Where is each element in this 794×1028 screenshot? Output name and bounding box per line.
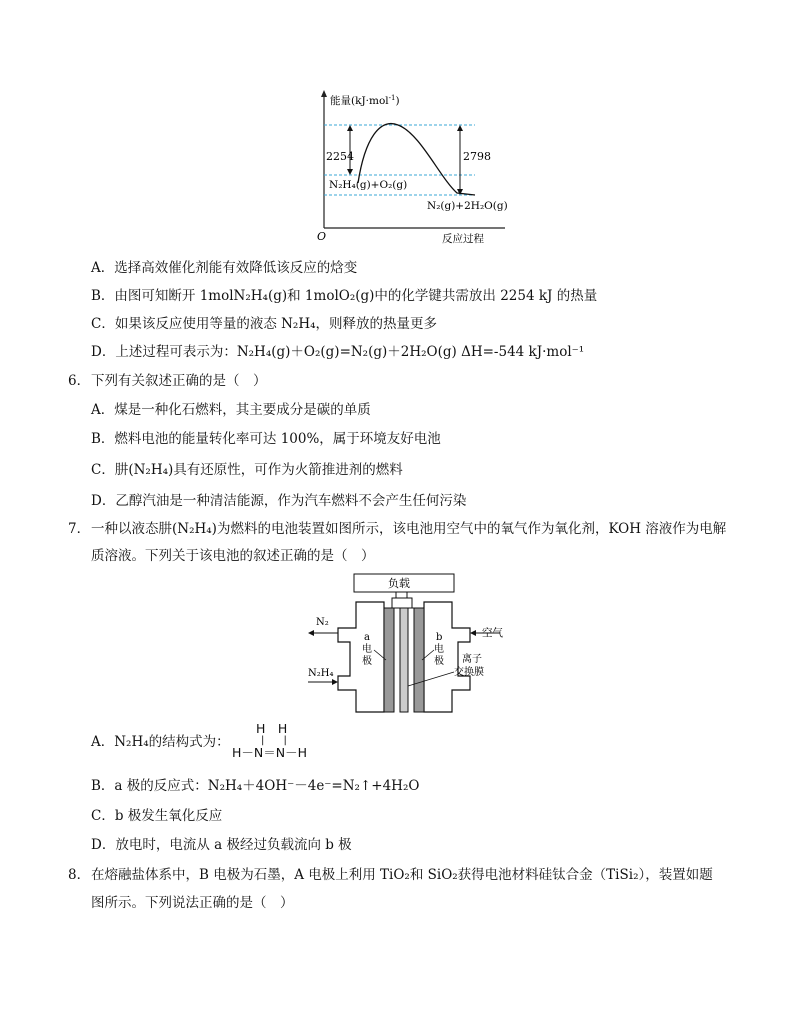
- value-2798: 2798: [463, 150, 491, 163]
- electrode-a-char3: 极: [362, 656, 372, 667]
- q6-option-d: D．乙醇汽油是一种清洁能源，作为汽车燃料不会产生任何污染: [91, 493, 467, 509]
- membrane-label-1: 离子: [462, 654, 482, 665]
- value-2254: 2254: [326, 150, 354, 163]
- q7-number: 7．: [68, 521, 91, 537]
- q6-option-b: B．燃料电池的能量转化率可达 100%，属于环境友好电池: [91, 431, 441, 447]
- electrode-a-char: a: [364, 632, 370, 643]
- n2h4-structural-formula: H H | | H－N＝N－H: [232, 721, 308, 760]
- x-axis-label: 反应过程: [442, 233, 484, 245]
- electrode-b-char2: 电: [434, 644, 444, 655]
- q7-stem-line2: 质溶液。下列关于该电池的叙述正确的是（ ）: [91, 548, 375, 564]
- q6-number: 6．: [68, 373, 91, 389]
- q7-option-d: D．放电时，电流从 a 极经过负载流向 b 极: [91, 837, 352, 853]
- q7-option-b: B．a 极的反应式：N₂H₄＋4OH⁻－4e⁻=N₂↑+4H₂O: [91, 778, 420, 794]
- q5-option-a: A．选择高效催化剂能有效降低该反应的焓变: [91, 260, 358, 276]
- electrode-a-char2: 电: [362, 644, 372, 655]
- air-label: 空气: [482, 627, 503, 639]
- q8-stem-line2: 图所示。下列说法正确的是（ ）: [91, 895, 294, 911]
- n2h4-label: N₂H₄: [308, 668, 334, 679]
- membrane-label-2: 交换膜: [454, 667, 484, 678]
- q7-stem-line1: 一种以液态肼(N₂H₄)为燃料的电池装置如图所示，该电池用空气中的氧气作为氧化剂，KOH 溶液作为电解: [91, 521, 727, 537]
- q6-option-c: C．肼(N₂H₄)具有还原性，可作为火箭推进剂的燃料: [91, 462, 403, 478]
- q5-option-b: B．由图可知断开 1molN₂H₄(g)和 1molO₂(g)中的化学键共需放出 2254 kJ 的热量: [91, 288, 598, 304]
- structure-row-1: H H: [256, 721, 288, 736]
- q5-option-c: C．如果该反应使用等量的液态 N₂H₄，则释放的热量更多: [91, 316, 438, 332]
- load-label: 负载: [388, 577, 410, 590]
- q7-option-c: C．b 极发生氧化反应: [91, 808, 223, 824]
- fuel-cell-diagram: [304, 572, 514, 722]
- reactants-label: N₂H₄(g)+O₂(g): [329, 179, 408, 191]
- electrode-b-char3: 极: [434, 656, 444, 667]
- n2-label: N₂: [316, 617, 329, 628]
- q6-option-a: A．煤是一种化石燃料，其主要成分是碳的单质: [91, 402, 371, 418]
- electrode-b-char: b: [436, 632, 443, 643]
- origin-label: O: [317, 230, 327, 243]
- q5-option-d: D．上述过程可表示为：N₂H₄(g)＋O₂(g)=N₂(g)＋2H₂O(g) ΔH=-544 kJ·mol⁻¹: [91, 344, 585, 360]
- q8-stem-line1: 在熔融盐体系中，B 电极为石墨，A 电极上利用 TiO₂和 SiO₂获得电池材料硅钛合金（TiSi₂），装置如题: [91, 867, 713, 883]
- products-label: N₂(g)+2H₂O(g): [427, 200, 508, 212]
- q6-stem: 下列有关叙述正确的是（ ）: [91, 373, 267, 389]
- q7-option-a: A．N₂H₄的结构式为：: [91, 734, 230, 750]
- structure-row-2: H－N＝N－H: [232, 745, 308, 760]
- energy-diagram: [300, 88, 520, 248]
- y-axis-label: 能量(kJ·mol$^{-1}$): [330, 94, 400, 107]
- q8-number: 8．: [68, 867, 91, 883]
